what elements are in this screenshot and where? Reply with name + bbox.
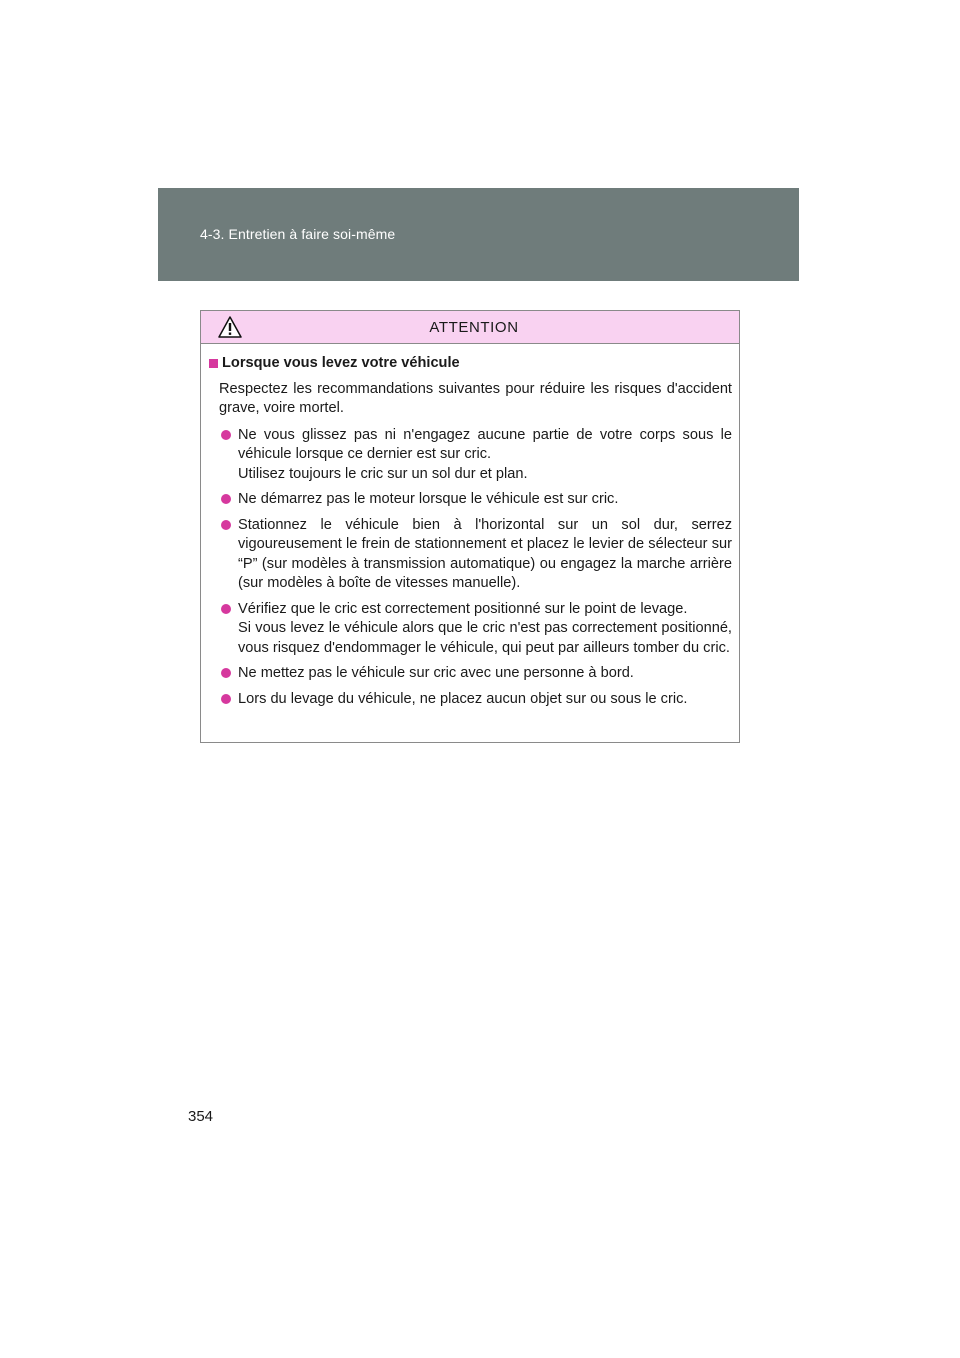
warning-label: ATTENTION: [429, 318, 519, 336]
page-number: 354: [188, 1108, 214, 1125]
subheading-text: Lorsque vous levez votre véhicule: [222, 355, 460, 371]
warning-subheading: [209, 354, 732, 374]
bullet-dot-icon: [221, 494, 231, 504]
warning-intro: Respectez les recommandations suivantes pour réduire les risques d'accident grave, voire mortel.: [219, 380, 732, 416]
list-item: [209, 426, 732, 485]
list-item: [209, 664, 732, 684]
section-title: 4-3. Entretien à faire soi-même: [200, 226, 396, 242]
list-item-text: Utilisez toujours le cric sur un sol dur et plan.: [238, 465, 528, 482]
list-item: [209, 490, 732, 510]
list-item-text: Vérifiez que le cric est correctement positionné sur le point de levage.: [238, 600, 688, 617]
list-item-text: Ne démarrez pas le moteur lorsque le véhicule est sur cric.: [238, 491, 619, 507]
list-item: [209, 516, 732, 594]
list-item-text: Si vous levez le véhicule alors que le cric n'est pas correctement positionné, vous risquez d'endommager le véhicule, qui peut par ailleurs tomber du cric.: [238, 620, 732, 656]
warning-header: [201, 311, 739, 344]
list-item-text: Stationnez le véhicule bien à l'horizontal sur un sol dur, serrez vigoureusement le frein de stationnement et placez le levier de sélecteur sur “P” (sur modèles à transmission automatique) ou engagez la marche arrière (sur modèles à boîte de vitesses manuelle).: [238, 516, 732, 591]
list-item-text: Ne vous glissez pas ni n'engagez aucune partie de votre corps sous le véhicule lorsque ce dernier est sur cric.: [238, 426, 732, 462]
list-item: [209, 600, 732, 659]
bullet-dot-icon: [221, 694, 231, 704]
list-item-text: Lors du levage du véhicule, ne placez aucun objet sur ou sous le cric.: [238, 690, 688, 707]
warning-triangle-icon: [218, 316, 242, 338]
warning-box: [200, 310, 740, 743]
square-bullet-icon: [209, 359, 218, 368]
warning-body: [201, 344, 739, 709]
bullet-dot-icon: [221, 520, 231, 530]
list-item: [209, 690, 732, 710]
list-item-text: Ne mettez pas le véhicule sur cric avec une personne à bord.: [238, 665, 634, 681]
bullet-dot-icon: [221, 430, 231, 440]
bullet-dot-icon: [221, 668, 231, 678]
section-header: [158, 188, 799, 281]
bullet-dot-icon: [221, 604, 231, 614]
